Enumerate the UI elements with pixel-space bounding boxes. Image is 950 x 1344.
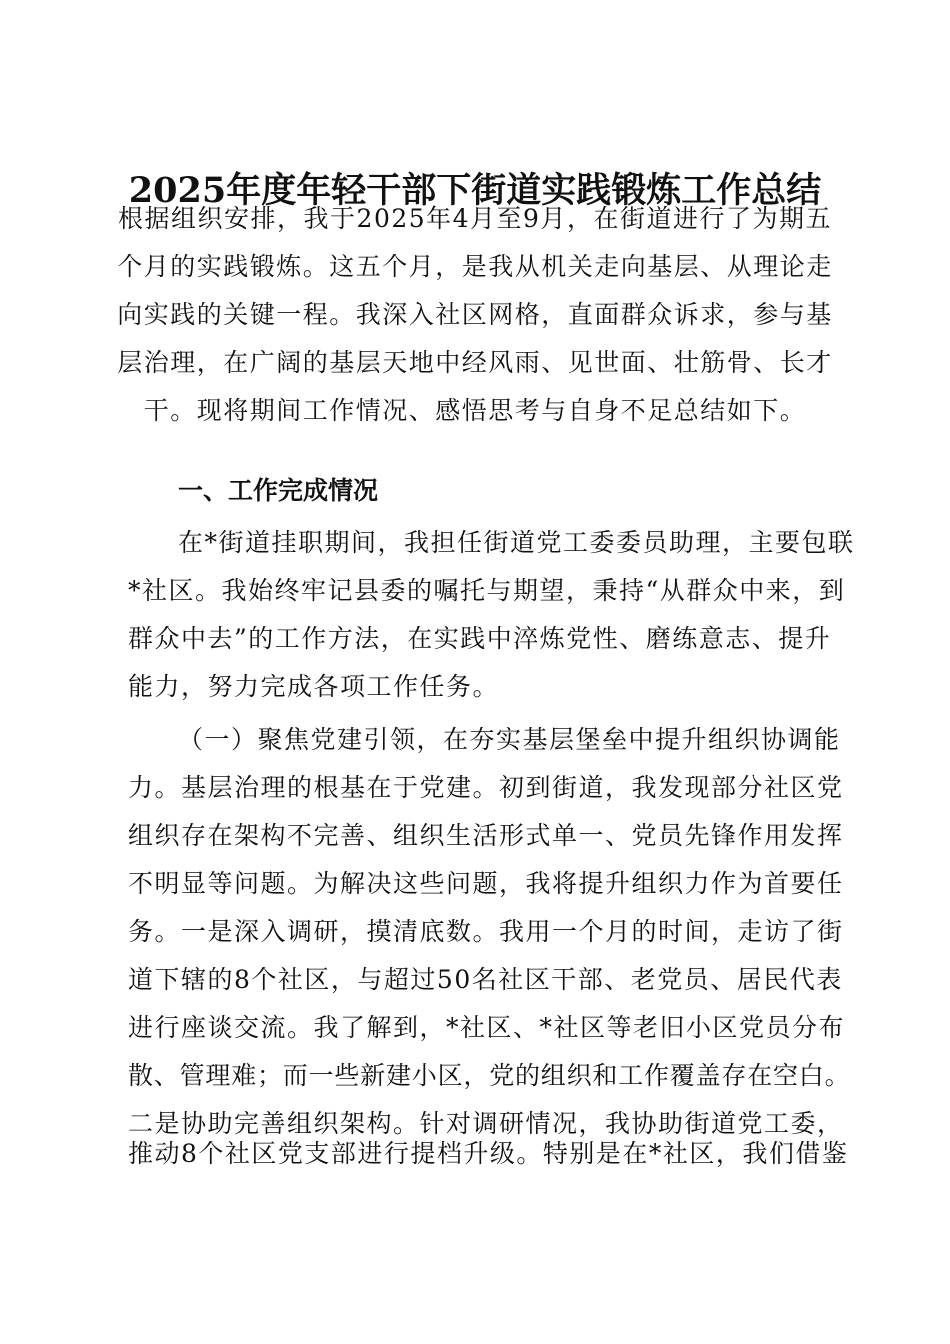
paragraph-line: 在*街道挂职期间，我担任街道党工委委员助理，主要包联 (178, 528, 855, 557)
paragraph-line: 推动8个社区党支部进行提档升级。特别是在*社区，我们借鉴 (128, 1139, 849, 1168)
intro-line: 个月的实践锻炼。这五个月，是我从机关走向基层、从理论走 (117, 252, 833, 281)
paragraph-line: 散、管理难；而一些新建小区，党的组织和工作覆盖存在空白。 (128, 1061, 851, 1090)
paragraph-line: 务。一是深入调研，摸清底数。我用一个月的时间，走访了街 (128, 917, 844, 946)
intro-line: 根据组织安排，我于2025年4月至9月，在街道进行了为期五 (118, 204, 832, 233)
paragraph-line: 组织存在架构不完善、组织生活形式单一、党员先锋作用发挥 (128, 821, 844, 850)
paragraph-line: （一）聚焦党建引领，在夯实基层堡垒中提升组织协调能 (178, 725, 841, 754)
paragraph-line: 不明显等问题。为解决这些问题，我将提升组织力作为首要任 (128, 869, 844, 898)
paragraph-line: 群众中去”的工作方法，在实践中淬炼党性、磨练意志、提升 (128, 624, 832, 653)
intro-line: 干。现将期间工作情况、感悟思考与自身不足总结如下。 (143, 396, 807, 425)
intro-line: 向实践的关键一程。我深入社区网格，直面群众诉求，参与基 (117, 300, 833, 329)
paragraph-line: 进行座谈交流。我了解到，*社区、*社区等老旧小区党员分布 (128, 1013, 846, 1042)
paragraph-line: 力。基层治理的根基在于党建。初到街道，我发现部分社区党 (128, 773, 844, 802)
paragraph-line: 二是协助完善组织架构。针对调研情况，我协助街道党工委， (128, 1109, 844, 1138)
paragraph-line: 道下辖的8个社区，与超过50名社区干部、老党员、居民代表 (128, 965, 843, 994)
intro-line: 层治理，在广阔的基层天地中经风雨、见世面、壮筋骨、长才 (117, 348, 833, 377)
section-heading: 一、工作完成情况 (178, 476, 379, 505)
paragraph-line: 能力，努力完成各项工作任务。 (128, 672, 500, 701)
paragraph-line: *社区。我始终牢记县委的嘱托与期望，秉持“从群众中来，到 (128, 576, 846, 605)
document-title: 2025年度年轻干部下街道实践锻炼工作总结 (128, 170, 822, 211)
